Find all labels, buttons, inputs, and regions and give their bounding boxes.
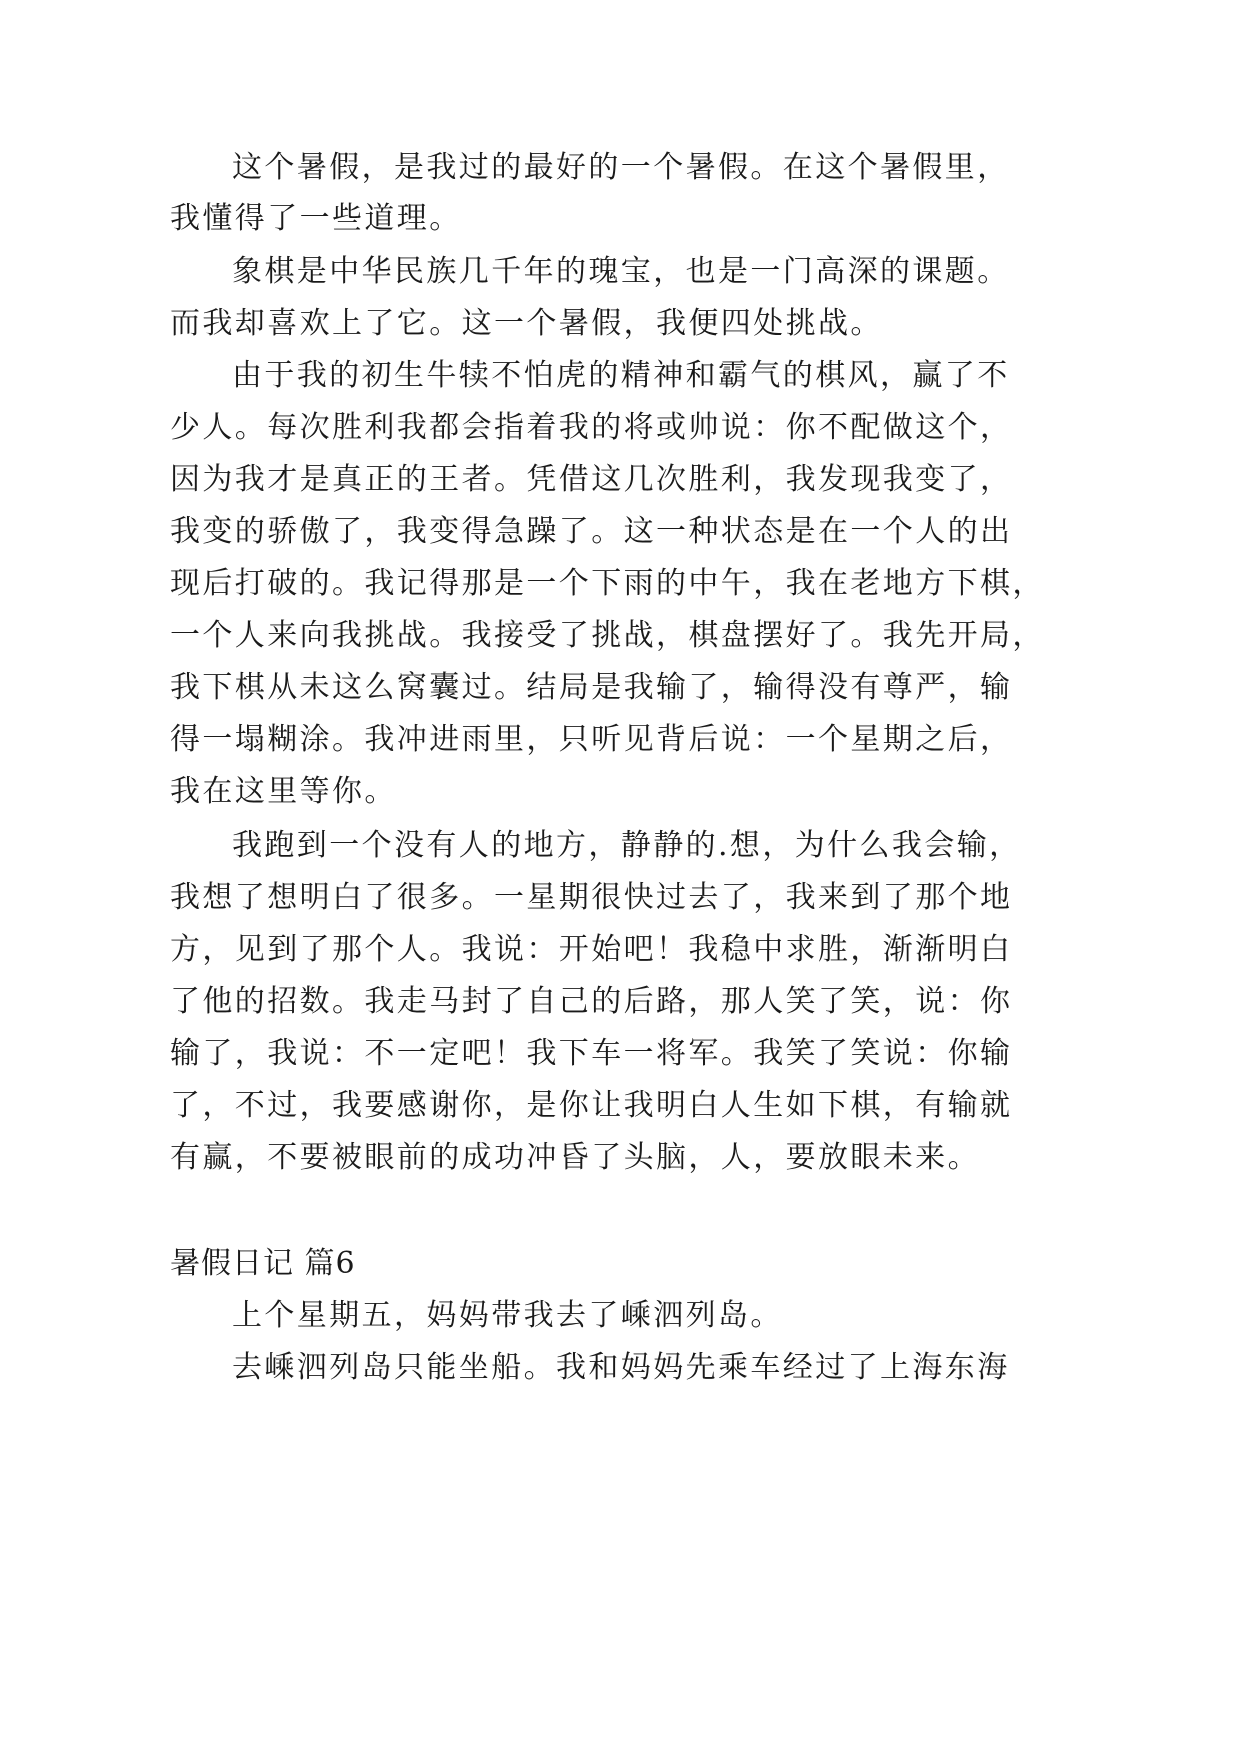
paragraph-2-line-2: 而我却喜欢上了它。这一个暑假，我便四处挑战。 [170,306,883,341]
paragraph-4-line-4: 了他的招数。我走马封了自己的后路，那人笑了笑，说：你 [170,984,1013,1019]
paragraph-6-line-1: 去嵊泗列岛只能坐船。我和妈妈先乘车经过了上海东海 [232,1350,1010,1385]
paragraph-4-line-3: 方，见到了那个人。我说：开始吧！我稳中求胜，渐渐明白 [170,932,1013,967]
paragraph-3-line-1: 由于我的初生牛犊不怕虎的精神和霸气的棋风，赢了不 [232,358,1010,393]
paragraph-4-line-6: 了，不过，我要感谢你，是你让我明白人生如下棋，有输就 [170,1088,1013,1123]
paragraph-1-line-1: 这个暑假，是我过的最好的一个暑假。在这个暑假里， [232,150,1010,185]
paragraph-3-line-9: 我在这里等你。 [170,774,397,809]
paragraph-3-line-5: 现后打破的。我记得那是一个下雨的中午，我在老地方下棋， [170,566,1045,601]
paragraph-4-line-2: 我想了想明白了很多。一星期很快过去了，我来到了那个地 [170,880,1013,915]
paragraph-3-line-4: 我变的骄傲了，我变得急躁了。这一种状态是在一个人的出 [170,514,1013,549]
section-heading: 暑假日记 篇6 [170,1246,356,1281]
paragraph-5-line-1: 上个星期五，妈妈带我去了嵊泗列岛。 [232,1298,783,1333]
paragraph-2-line-1: 象棋是中华民族几千年的瑰宝，也是一门高深的课题。 [232,254,1010,289]
paragraph-4-line-7: 有赢，不要被眼前的成功冲昏了头脑，人，要放眼未来。 [170,1140,980,1175]
paragraph-3-line-2: 少人。每次胜利我都会指着我的将或帅说：你不配做这个， [170,410,1013,445]
paragraph-3-line-3: 因为我才是真正的王者。凭借这几次胜利，我发现我变了， [170,462,1013,497]
paragraph-4-line-5: 输了，我说：不一定吧！我下车一将军。我笑了笑说：你输 [170,1036,1013,1071]
paragraph-3-line-8: 得一塌糊涂。我冲进雨里，只听见背后说：一个星期之后， [170,722,1013,757]
paragraph-1-line-2: 我懂得了一些道理。 [170,201,462,236]
paragraph-3-line-7: 我下棋从未这么窝囊过。结局是我输了，输得没有尊严，输 [170,670,1013,705]
paragraph-3-line-6: 一个人来向我挑战。我接受了挑战，棋盘摆好了。我先开局， [170,618,1045,653]
paragraph-4-line-1: 我跑到一个没有人的地方，静静的.想，为什么我会输， [232,828,1022,863]
